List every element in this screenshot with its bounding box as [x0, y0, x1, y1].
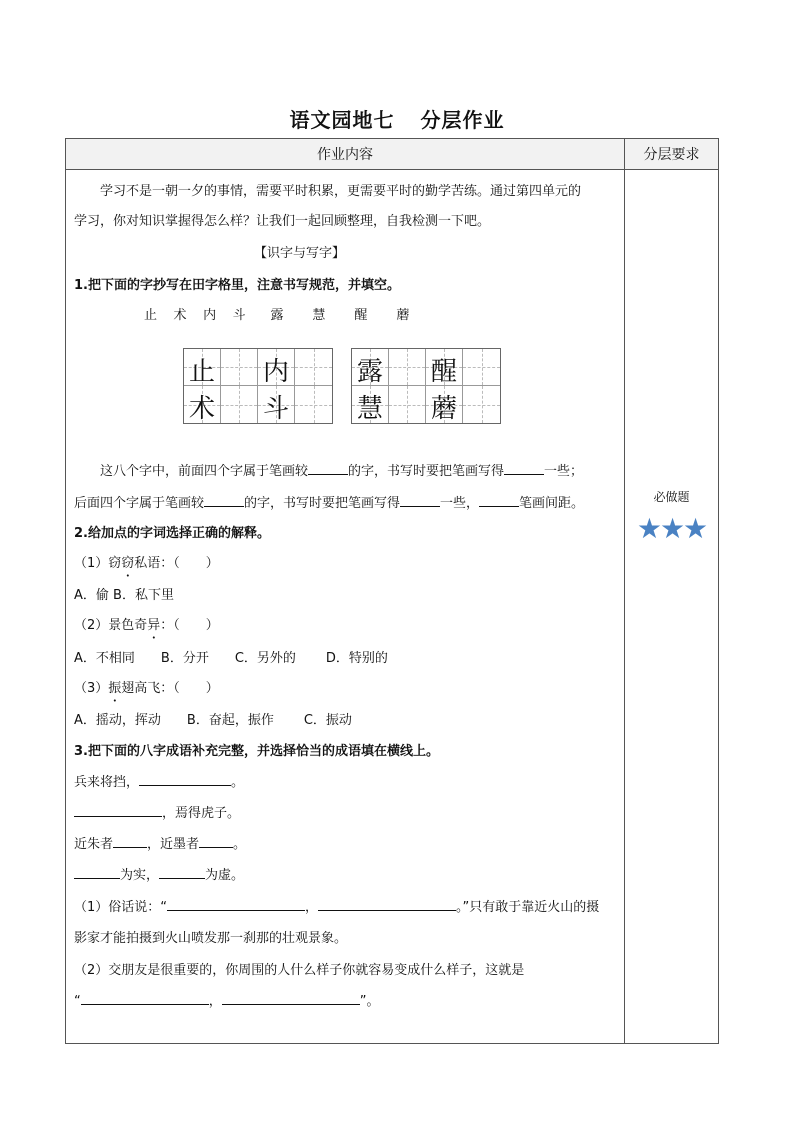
title-part1: 语文园地七 — [289, 108, 395, 132]
grid-cell[interactable]: 慧 — [352, 386, 389, 423]
q2-item3: （3）振翅高飞：（ ） — [74, 681, 219, 696]
char-6: 醒 — [354, 308, 368, 323]
requirement-label: 必做题 — [653, 490, 690, 504]
star-rating-icon: ★★★ — [636, 512, 707, 545]
q1-fill-line2: 后面四个字属于笔画较 的字，书写时要把笔画写得 一些， 笔画间距。 — [74, 496, 585, 511]
q2-item3-options: A．摇动，挥动 B．奋起，振作 C．振动 — [74, 713, 352, 728]
q3-idiom1: 兵来将挡， 。 — [74, 775, 245, 790]
grid-cell[interactable]: 斗 — [258, 386, 295, 423]
q3-sentence1-cont: 影家才能拍摄到火山喷发那一刹那的壮观景象。 — [74, 931, 348, 946]
dotted-char: 异 — [147, 618, 161, 633]
grid-cell[interactable]: 术 — [184, 386, 221, 423]
q1-char-list — [144, 304, 409, 323]
grid-cell[interactable] — [389, 386, 426, 423]
q3-idiom3: 近朱者 ，近墨者 。 — [74, 837, 247, 852]
fill-blank[interactable] — [139, 773, 231, 786]
header-content: 作业内容 — [66, 139, 625, 170]
q2-item1: （1）窃窃私语：（ ） — [74, 556, 219, 571]
fill-blank[interactable] — [222, 992, 360, 1005]
char-3: 斗 — [232, 308, 246, 323]
q2-item1-options: A．偷 B．私下里 — [74, 588, 174, 603]
title-part2: 分层作业 — [420, 108, 505, 132]
char-7: 蘑 — [396, 308, 410, 323]
fill-blank[interactable] — [199, 835, 233, 848]
content-cell — [66, 170, 625, 1044]
fill-blank[interactable] — [308, 462, 348, 475]
q2-title: 2.给加点的字词选择正确的解释。 — [74, 526, 270, 541]
q3-title: 3.把下面的八字成语补充完整，并选择恰当的成语填在横线上。 — [74, 744, 439, 759]
q3-sentence2: （2）交朋友是很重要的，你周围的人什么样子你就容易变成什么样子，这就是 — [74, 963, 525, 978]
q3-idiom4: 为实， 为虚。 — [74, 864, 244, 883]
char-0: 止 — [144, 308, 158, 323]
tianzige-grid-right — [351, 348, 501, 424]
fill-blank[interactable] — [204, 494, 244, 507]
grid-cell[interactable] — [463, 349, 500, 386]
dotted-char: 振 — [108, 681, 122, 696]
q2-item2: （2）景色奇异：（ ） — [74, 618, 219, 633]
fill-blank[interactable] — [479, 494, 519, 507]
q1-title: 1.把下面的字抄写在田字格里，注意书写规范，并填空。 — [74, 278, 400, 293]
grid-cell[interactable] — [221, 386, 258, 423]
intro-line2: 学习，你对知识掌握得怎么样？让我们一起回顾整理，自我检测一下吧。 — [74, 214, 491, 229]
fill-blank[interactable] — [318, 898, 456, 911]
grid-cell[interactable]: 止 — [184, 349, 221, 386]
fill-blank[interactable] — [167, 898, 305, 911]
fill-blank[interactable] — [504, 462, 544, 475]
grid-cell[interactable] — [463, 386, 500, 423]
grid-cell[interactable] — [221, 349, 258, 386]
q1-fill-line1: 这八个字中，前面四个字属于笔画较 的字，书写时要把笔画写得 一些； — [100, 464, 584, 479]
page-title — [0, 104, 794, 133]
section-heading: 【识字与写字】 — [254, 246, 346, 261]
grid-cell[interactable]: 醒 — [426, 349, 463, 386]
tianzige-grid-left — [183, 348, 333, 424]
char-2: 内 — [203, 308, 217, 323]
q3-sentence2-cont: “ ， ”。 — [74, 994, 380, 1009]
grid-cell[interactable]: 蘑 — [426, 386, 463, 423]
dotted-char: 窃 — [121, 556, 135, 571]
grid-cell[interactable]: 露 — [352, 349, 389, 386]
header-requirement: 分层要求 — [625, 139, 719, 170]
q3-sentence1: （1）俗话说：“ ， 。”只有敢于靠近火山的摄 — [74, 900, 600, 915]
q2-item2-options: A．不相同 B．分开 C．另外的 D．特别的 — [74, 651, 388, 666]
fill-blank[interactable] — [159, 866, 205, 879]
homework-table — [65, 138, 719, 1044]
fill-blank[interactable] — [74, 866, 120, 879]
grid-cell[interactable] — [295, 386, 332, 423]
fill-blank[interactable] — [74, 804, 162, 817]
fill-blank[interactable] — [400, 494, 440, 507]
grid-cell[interactable] — [389, 349, 426, 386]
char-5: 慧 — [312, 308, 326, 323]
char-1: 术 — [173, 308, 187, 323]
requirement-cell — [625, 170, 719, 1044]
fill-blank[interactable] — [81, 992, 209, 1005]
char-4: 露 — [270, 308, 284, 323]
q3-idiom2: ，焉得虎子。 — [74, 802, 240, 821]
intro-line1: 学习不是一朝一夕的事情，需要平时积累，更需要平时的勤学苦练。通过第四单元的 — [100, 184, 582, 199]
grid-cell[interactable] — [295, 349, 332, 386]
fill-blank[interactable] — [113, 835, 147, 848]
grid-cell[interactable]: 内 — [258, 349, 295, 386]
